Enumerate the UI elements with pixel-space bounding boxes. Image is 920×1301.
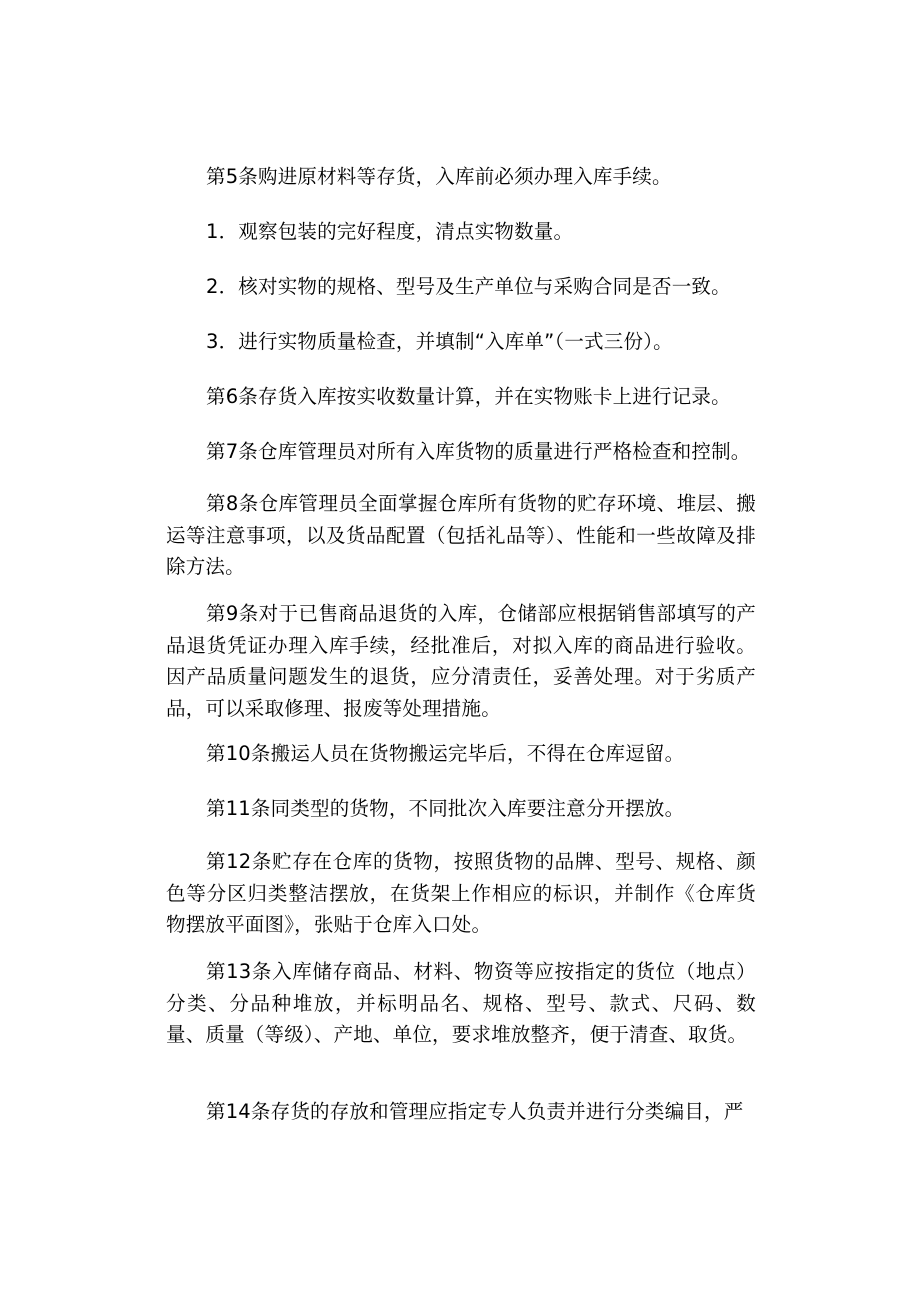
article-6-paragraph: 第6条存货入库按实收数量计算，并在实物账卡上进行记录。 (206, 385, 731, 408)
list-item-2: 2．核对实物的规格、型号及生产单位与采购合同是否一致。 (206, 275, 731, 298)
article-8-paragraph: 第8条仓库管理员全面掌握仓库所有货物的贮存环境、堆层、搬运等注意事项，以及货品配置（包括礼品等）、性能和一些故障及排除方法。 (166, 492, 756, 578)
article-13-paragraph: 第13条入库储存商品、材料、物资等应按指定的货位（地点）分类、分品种堆放，并标明品名、规格、型号、款式、尺码、数量、质量（等级）、产地、单位，要求堆放整齐，便于清查、取货。 (166, 960, 756, 1046)
article-14-paragraph: 第14条存货的存放和管理应指定专人负责并进行分类编目，严 (206, 1100, 744, 1123)
article-9-paragraph: 第9条对于已售商品退货的入库，仓储部应根据销售部填写的产品退货凭证办理入库手续，经批准后，对拟入库的商品进行验收。因产品质量问题发生的退货，应分清责任，妥善处理。对于劣质产品，可以采取修理、报废等处理措施。 (166, 602, 756, 720)
article-11-paragraph: 第11条同类型的货物，不同批次入库要注意分开摆放。 (206, 797, 685, 820)
article-10-paragraph: 第10条搬运人员在货物搬运完毕后，不得在仓库逗留。 (206, 742, 685, 765)
list-item-3: 3．进行实物质量检查，并填制“入库单”（一式三份）。 (206, 330, 673, 353)
article-5-paragraph: 第5条购进原材料等存货，入库前必须办理入库手续。 (206, 165, 672, 188)
article-7-paragraph: 第7条仓库管理员对所有入库货物的质量进行严格检查和控制。 (206, 440, 751, 463)
list-item-1: 1．观察包装的完好程度，清点实物数量。 (206, 220, 574, 243)
article-12-paragraph: 第12条贮存在仓库的货物，按照货物的品牌、型号、规格、颜色等分区归类整洁摆放，在货架上作相应的标识，并制作《仓库货物摆放平面图》，张贴于仓库入口处。 (166, 850, 756, 936)
